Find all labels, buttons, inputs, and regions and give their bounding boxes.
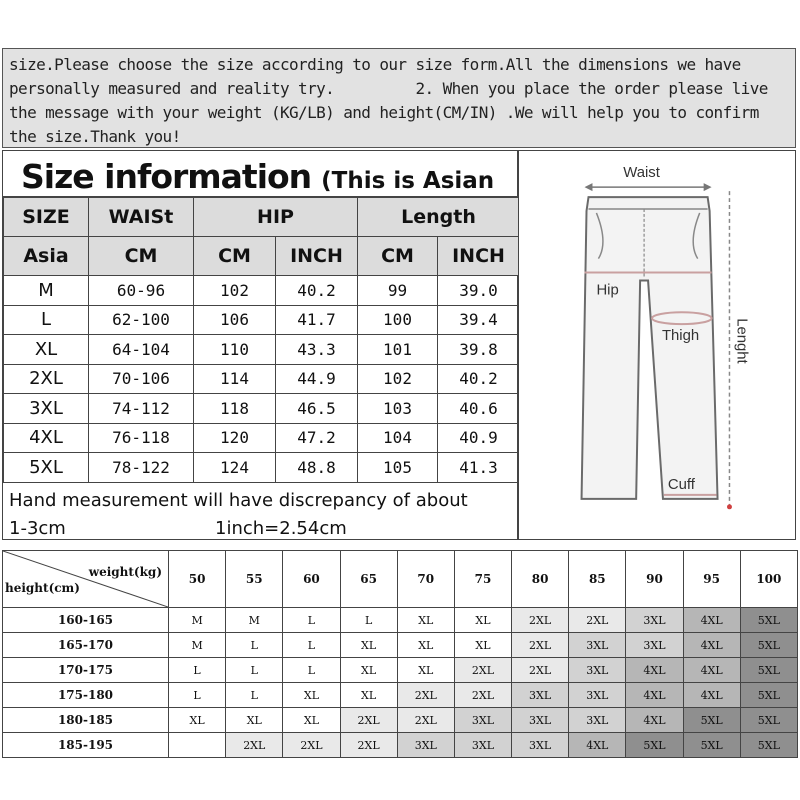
notice-text: size.Please choose the size according to our size form.All the dimensions we have personally measured and reality try. 2. When you place the order please live the message with your weight (KG/LB) and height(CM/IN) .We will help you to confirm the size.Thank you! xyxy=(9,55,777,146)
recommended-size: 2XL xyxy=(226,733,283,758)
size-value: 74-112 xyxy=(89,394,194,424)
recommended-size: 3XL xyxy=(512,708,569,733)
weight-header: 50 xyxy=(169,551,226,608)
weight-height-table xyxy=(2,550,798,758)
weight-header: 80 xyxy=(512,551,569,608)
weight-height-chart xyxy=(2,550,798,754)
recommended-size: 2XL xyxy=(512,608,569,633)
size-row xyxy=(4,276,520,306)
recommended-size: 4XL xyxy=(683,633,740,658)
height-range: 185-195 xyxy=(3,733,169,758)
recommended-size: L xyxy=(226,683,283,708)
recommended-size: L xyxy=(169,683,226,708)
recommended-size: 3XL xyxy=(569,658,626,683)
recommended-size: 3XL xyxy=(454,708,511,733)
recommended-size: 5XL xyxy=(740,608,797,633)
recommended-size: L xyxy=(340,608,397,633)
height-range: 165-170 xyxy=(3,633,169,658)
recommended-size: XL xyxy=(454,608,511,633)
size-value: 106 xyxy=(194,305,276,335)
note-conversion: 1inch=2.54cm xyxy=(215,517,347,539)
size-value: 110 xyxy=(194,335,276,365)
recommended-size: XL xyxy=(397,608,454,633)
size-value: 60-96 xyxy=(89,276,194,306)
recommended-size: 4XL xyxy=(569,733,626,758)
size-value: 102 xyxy=(194,276,276,306)
weight-header: 65 xyxy=(340,551,397,608)
size-row xyxy=(4,394,520,424)
recommended-size: L xyxy=(283,658,340,683)
unit-cell: INCH xyxy=(438,237,520,276)
size-value: 62-100 xyxy=(89,305,194,335)
recommended-size: XL xyxy=(454,633,511,658)
size-value: 118 xyxy=(194,394,276,424)
pants-outline xyxy=(582,197,718,499)
size-value: 103 xyxy=(358,394,438,424)
size-label: M xyxy=(4,276,89,306)
size-table-units xyxy=(4,237,520,276)
recommended-size: XL xyxy=(340,683,397,708)
size-value: 120 xyxy=(194,423,276,453)
unit-cell: Asia xyxy=(4,237,89,276)
weight-header: 75 xyxy=(454,551,511,608)
recommended-size: 4XL xyxy=(626,658,683,683)
weight-height-body xyxy=(3,608,798,758)
size-label: L xyxy=(4,305,89,335)
note-tolerance: 1-3cm xyxy=(9,517,66,539)
size-table-body xyxy=(4,276,520,483)
recommended-size: 3XL xyxy=(569,633,626,658)
recommended-size: 5XL xyxy=(740,633,797,658)
recommended-size: 5XL xyxy=(740,683,797,708)
recommended-size: 2XL xyxy=(397,708,454,733)
height-axis-label: height(cm) xyxy=(5,581,80,595)
size-label: 3XL xyxy=(4,394,89,424)
measurement-note xyxy=(3,483,517,543)
notice-box xyxy=(2,48,796,148)
cuff-label: Cuff xyxy=(667,476,695,493)
size-value: 48.8 xyxy=(276,453,358,483)
recommended-size: 3XL xyxy=(512,733,569,758)
weight-header: 55 xyxy=(226,551,283,608)
recommended-size: L xyxy=(283,608,340,633)
unit-cell: INCH xyxy=(276,237,358,276)
size-value: 40.6 xyxy=(438,394,520,424)
weight-header: 85 xyxy=(569,551,626,608)
height-row xyxy=(3,658,798,683)
size-value: 39.4 xyxy=(438,305,520,335)
size-value: 124 xyxy=(194,453,276,483)
size-information-panel xyxy=(2,150,518,540)
size-row xyxy=(4,423,520,453)
recommended-size xyxy=(169,733,226,758)
size-value: 78-122 xyxy=(89,453,194,483)
recommended-size: L xyxy=(226,658,283,683)
thigh-label: Thigh xyxy=(661,328,700,345)
header-length: Length xyxy=(358,198,520,237)
size-title xyxy=(3,151,517,197)
recommended-size: 5XL xyxy=(683,733,740,758)
size-value: 39.0 xyxy=(438,276,520,306)
recommended-size: 2XL xyxy=(340,733,397,758)
size-label: 2XL xyxy=(4,364,89,394)
height-range: 170-175 xyxy=(3,658,169,683)
weight-header: 95 xyxy=(683,551,740,608)
size-value: 114 xyxy=(194,364,276,394)
recommended-size: XL xyxy=(169,708,226,733)
size-title-main: Size information xyxy=(21,157,312,196)
size-value: 64-104 xyxy=(89,335,194,365)
height-row xyxy=(3,683,798,708)
size-row xyxy=(4,364,520,394)
recommended-size: M xyxy=(226,608,283,633)
recommended-size: 3XL xyxy=(569,683,626,708)
recommended-size: 3XL xyxy=(454,733,511,758)
weight-header: 90 xyxy=(626,551,683,608)
size-label: 5XL xyxy=(4,453,89,483)
recommended-size: L xyxy=(283,633,340,658)
pants-diagram xyxy=(518,150,796,540)
height-range: 160-165 xyxy=(3,608,169,633)
height-row xyxy=(3,633,798,658)
unit-cell: CM xyxy=(194,237,276,276)
header-hip: HIP xyxy=(194,198,358,237)
size-value: 76-118 xyxy=(89,423,194,453)
size-row xyxy=(4,453,520,483)
hip-label: Hip xyxy=(596,282,619,299)
size-value: 39.8 xyxy=(438,335,520,365)
size-value: 44.9 xyxy=(276,364,358,394)
size-value: 41.7 xyxy=(276,305,358,335)
recommended-size: XL xyxy=(340,658,397,683)
size-value: 40.2 xyxy=(438,364,520,394)
recommended-size: 2XL xyxy=(283,733,340,758)
recommended-size: 5XL xyxy=(740,658,797,683)
height-row xyxy=(3,733,798,758)
recommended-size: XL xyxy=(340,633,397,658)
recommended-size: 2XL xyxy=(454,683,511,708)
size-value: 40.2 xyxy=(276,276,358,306)
header-size: SIZE xyxy=(4,198,89,237)
grid-corner xyxy=(3,551,169,608)
size-value: 43.3 xyxy=(276,335,358,365)
recommended-size: 2XL xyxy=(512,658,569,683)
recommended-size: 5XL xyxy=(683,708,740,733)
size-row xyxy=(4,335,520,365)
size-value: 102 xyxy=(358,364,438,394)
weight-axis-label: weight(kg) xyxy=(88,565,162,579)
recommended-size: 2XL xyxy=(569,608,626,633)
header-waist: WAISt xyxy=(89,198,194,237)
recommended-size: 3XL xyxy=(569,708,626,733)
recommended-size: 2XL xyxy=(340,708,397,733)
recommended-size: 3XL xyxy=(397,733,454,758)
note-line-1: Hand measurement will have discrepancy of about xyxy=(9,489,468,511)
length-label: Lenght xyxy=(733,318,750,364)
weight-header: 100 xyxy=(740,551,797,608)
recommended-size: L xyxy=(169,658,226,683)
recommended-size: 3XL xyxy=(626,608,683,633)
recommended-size: 5XL xyxy=(626,733,683,758)
size-label: XL xyxy=(4,335,89,365)
recommended-size: 4XL xyxy=(683,608,740,633)
recommended-size: 4XL xyxy=(683,658,740,683)
size-value: 99 xyxy=(358,276,438,306)
recommended-size: 5XL xyxy=(740,708,797,733)
size-value: 100 xyxy=(358,305,438,335)
weight-header: 70 xyxy=(397,551,454,608)
pants-illustration xyxy=(519,151,795,539)
recommended-size: XL xyxy=(283,683,340,708)
recommended-size: L xyxy=(226,633,283,658)
size-table xyxy=(3,197,520,483)
recommended-size: 4XL xyxy=(683,683,740,708)
weight-header: 60 xyxy=(283,551,340,608)
recommended-size: M xyxy=(169,608,226,633)
size-row xyxy=(4,305,520,335)
size-table-header xyxy=(4,198,520,237)
unit-cell: CM xyxy=(89,237,194,276)
height-range: 175-180 xyxy=(3,683,169,708)
recommended-size: 2XL xyxy=(454,658,511,683)
recommended-size: M xyxy=(169,633,226,658)
size-title-sub: (This is Asian xyxy=(321,168,495,194)
recommended-size: XL xyxy=(397,658,454,683)
size-value: 101 xyxy=(358,335,438,365)
size-value: 41.3 xyxy=(438,453,520,483)
recommended-size: 3XL xyxy=(626,633,683,658)
recommended-size: 4XL xyxy=(626,683,683,708)
size-value: 105 xyxy=(358,453,438,483)
weight-header-row xyxy=(3,551,798,608)
recommended-size: 2XL xyxy=(512,633,569,658)
recommended-size: XL xyxy=(226,708,283,733)
height-range: 180-185 xyxy=(3,708,169,733)
recommended-size: 2XL xyxy=(397,683,454,708)
unit-cell: CM xyxy=(358,237,438,276)
recommended-size: XL xyxy=(397,633,454,658)
height-row xyxy=(3,708,798,733)
size-value: 70-106 xyxy=(89,364,194,394)
recommended-size: 4XL xyxy=(626,708,683,733)
recommended-size: 5XL xyxy=(740,733,797,758)
size-value: 40.9 xyxy=(438,423,520,453)
size-label: 4XL xyxy=(4,423,89,453)
size-value: 46.5 xyxy=(276,394,358,424)
waist-label: Waist xyxy=(623,165,660,182)
size-value: 104 xyxy=(358,423,438,453)
recommended-size: XL xyxy=(283,708,340,733)
recommended-size: 3XL xyxy=(512,683,569,708)
size-value: 47.2 xyxy=(276,423,358,453)
height-row xyxy=(3,608,798,633)
